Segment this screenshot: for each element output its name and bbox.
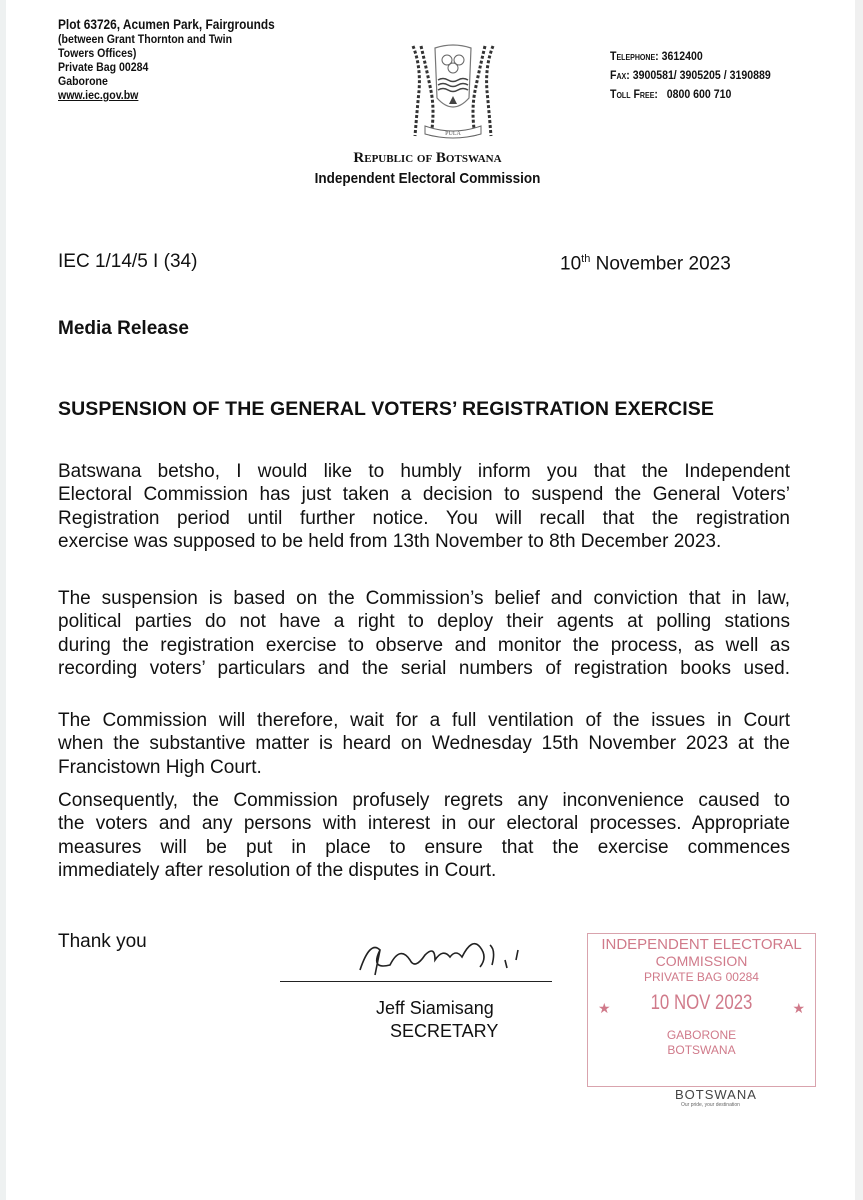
brand-logo-tagline: Our pride, your destination bbox=[681, 1102, 740, 1108]
tollfree-label: Toll Free: bbox=[610, 87, 658, 101]
address-line: (between Grant Thornton and Twin bbox=[58, 32, 233, 46]
paragraph-2 bbox=[58, 587, 790, 680]
organisation-heading: Independent Electoral Commission bbox=[314, 170, 541, 187]
brand-logo-text: BOTSWANA bbox=[675, 1087, 757, 1102]
stamp-line: BOTSWANA bbox=[667, 1043, 736, 1057]
address-line: Plot 63726, Acumen Park, Fairgrounds bbox=[58, 17, 275, 32]
botswana-brand-logo bbox=[675, 1087, 757, 1108]
stamp-line: INDEPENDENT ELECTORAL bbox=[601, 936, 802, 953]
star-icon: ★ bbox=[598, 1000, 611, 1016]
stamp-date: 10 NOV 2023 bbox=[650, 991, 753, 1014]
text-line: during the registration exercise to observe and monitor the process, as well as bbox=[58, 634, 790, 656]
text-line: measures will be put in place to ensure that the exercise commences bbox=[58, 836, 790, 858]
coat-of-arms-icon bbox=[383, 38, 523, 143]
text-line: when the substantive matter is heard on Wednesday 15th November 2023 at the bbox=[58, 733, 790, 755]
stamp-line: GABORONE bbox=[666, 1028, 737, 1042]
stamp-line: PRIVATE BAG 00284 bbox=[644, 970, 759, 984]
text-line: The suspension is based on the Commission’s belief and conviction that in law, bbox=[58, 588, 790, 609]
text-line: The Commission will therefore, wait for a full ventilation of the issues in Court bbox=[58, 710, 790, 731]
text-line: political parties do not have a right to deploy their agents at polling stations bbox=[58, 611, 790, 633]
text-line: Electoral Commission has just taken a decision to suspend the General Voters’ bbox=[58, 484, 790, 506]
date-rest: November 2023 bbox=[590, 253, 731, 275]
text-line: Registration period until further notice. You will recall that the registration bbox=[58, 507, 790, 529]
media-release-label: Media Release bbox=[58, 318, 189, 339]
official-stamp bbox=[587, 933, 816, 1087]
text-line: exercise was supposed to be held from 13th November to 8th December 2023. bbox=[58, 530, 722, 552]
paragraph-3 bbox=[58, 709, 790, 779]
text-line: the voters and any persons with interest in our electoral processes. Appropriate bbox=[58, 813, 790, 835]
date-day: 10 bbox=[560, 253, 582, 275]
text-line: Batswana betsho, I would like to humbly inform you that the Independent bbox=[58, 461, 790, 482]
telephone-label: Telephone: bbox=[610, 49, 659, 63]
paragraph-4 bbox=[58, 789, 790, 882]
telephone-value: 3612400 bbox=[661, 49, 703, 63]
text-line: Consequently, the Commission profusely regrets any inconvenience caused to bbox=[58, 790, 790, 811]
address-line: Gaborone bbox=[58, 74, 108, 88]
signature-line bbox=[280, 981, 552, 982]
address-line: Private Bag 00284 bbox=[58, 60, 149, 74]
text-line: recording voters’ particulars and the serial numbers of registration books used. bbox=[58, 657, 790, 679]
reference-number: IEC 1/14/5 I (34) bbox=[58, 251, 198, 272]
closing-text: Thank you bbox=[58, 931, 147, 952]
address-block bbox=[58, 18, 275, 102]
date-suffix: th bbox=[581, 253, 591, 265]
scan-edge bbox=[0, 0, 6, 1200]
star-icon: ★ bbox=[792, 1000, 805, 1016]
scan-edge bbox=[855, 0, 863, 1200]
stamp-line: COMMISSION bbox=[655, 953, 748, 969]
contact-block bbox=[610, 47, 771, 104]
fax-label: Fax: bbox=[610, 68, 630, 82]
paragraph-1 bbox=[58, 460, 790, 553]
tollfree-value: 0800 600 710 bbox=[666, 87, 732, 101]
republic-heading: Republic of Botswana bbox=[353, 150, 502, 166]
website-link[interactable]: www.iec.gov.bw bbox=[58, 88, 139, 102]
letter-date bbox=[560, 253, 731, 275]
text-line: Francistown High Court. bbox=[58, 756, 262, 778]
address-line: Towers Offices) bbox=[58, 46, 137, 60]
fax-value: 3900581/ 3905205 / 3190889 bbox=[632, 68, 771, 82]
release-title: SUSPENSION OF THE GENERAL VOTERS’ REGISTRATION EXERCISE bbox=[58, 398, 714, 420]
text-line: immediately after resolution of the disputes in Court. bbox=[58, 859, 497, 881]
signatory-name: Jeff Siamisang bbox=[376, 998, 494, 1018]
signatory-role: SECRETARY bbox=[390, 1021, 499, 1041]
crest-motto: PULA bbox=[445, 131, 461, 137]
